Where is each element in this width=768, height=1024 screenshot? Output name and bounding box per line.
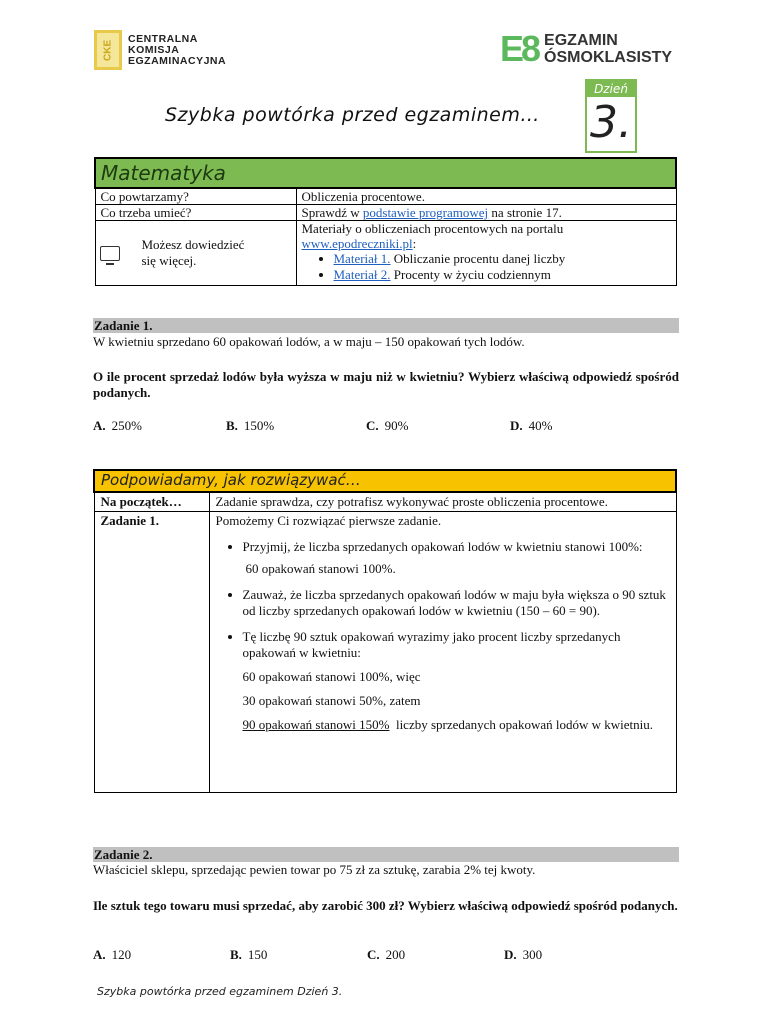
answer-value: 40%: [528, 418, 553, 433]
task1-answers: [93, 418, 679, 436]
day-badge-number: 3.: [590, 97, 632, 148]
e8-logo: [500, 28, 673, 69]
list-item: [334, 267, 671, 283]
e8-logo-text: [544, 32, 672, 66]
task1-question: O ile procent sprzedaż lodów była wyższa w maju niż w kwietniu? Wybierz właściwą odpowiedź spośród podanych.: [93, 369, 679, 400]
hint-task-intro: Pomożemy Ci rozwiązać pierwsze zadanie.: [215, 513, 442, 528]
cke-logo: [94, 30, 226, 70]
row-what-value: Obliczenia procentowe.: [296, 188, 676, 205]
epodreczniki-link[interactable]: www.epodreczniki.pl: [301, 236, 413, 251]
task1-answer-a[interactable]: [93, 418, 142, 434]
hint-steps: [216, 539, 670, 555]
material-1-link[interactable]: Materiał 1.: [333, 251, 391, 266]
list-item: • Zauważ, że liczba sprzedanych opakowań lodów w maju była większa o 90 sztuk od liczby sprzedanych opakowań lodów w kwietniu (150 – 60 = 90).: [243, 587, 670, 619]
row-skills-label: Co trzeba umieć?: [95, 205, 296, 221]
answer-letter: B.: [226, 418, 238, 433]
answer-letter: A.: [93, 947, 106, 962]
hint-start-label: Na początek…: [94, 492, 209, 512]
list-item: [334, 251, 671, 267]
task2-answer-c[interactable]: [367, 947, 405, 963]
hint-step-3-rest: liczby sprzedanych opakowań lodów w kwietniu.: [389, 717, 653, 732]
hint-start-text: Zadanie sprawdza, czy potrafisz wykonywać proste obliczenia procentowe.: [209, 492, 676, 512]
page-title: Szybka powtórka przed egzaminem…: [165, 104, 540, 126]
cke-line-1: CENTRALNA: [128, 32, 198, 45]
list-item: • Przyjmij, że liczba sprzedanych opakowań lodów w kwietniu stanowi 100%:: [243, 539, 670, 555]
task2-answer-a[interactable]: [93, 947, 131, 963]
cke-logo-mark: CKE: [94, 30, 122, 70]
portal-colon: :: [412, 236, 417, 251]
day-badge: [585, 79, 637, 153]
cke-line-2: KOMISJA: [128, 43, 180, 56]
answer-value: 150: [247, 947, 268, 962]
hint-steps-2: [216, 587, 670, 661]
answer-letter: C.: [367, 947, 380, 962]
material-1-text: Obliczanie procentu danej liczby: [390, 251, 566, 266]
answer-letter: D.: [504, 947, 517, 962]
answer-letter: A.: [93, 418, 106, 433]
row-more-value: [296, 221, 676, 286]
math-heading: Matematyka: [95, 158, 676, 188]
page-footer: Szybka powtórka przed egzaminem Dzień 3.: [97, 985, 343, 998]
answer-value: 120: [111, 947, 132, 962]
hint-step-1: 60 opakowań stanowi 100%, więc: [242, 669, 421, 684]
answer-value: 250%: [111, 418, 142, 433]
hint-heading: Podpowiadamy, jak rozwiązywać…: [94, 470, 676, 492]
row-what-label: Co powtarzamy?: [95, 188, 296, 205]
answer-value: 300: [522, 947, 543, 962]
cke-line-3: EGZAMINACYJNA: [128, 54, 227, 67]
core-curriculum-link[interactable]: podstawie programowej: [362, 205, 489, 220]
hint-step-3: [243, 717, 670, 733]
task2-text: Właściciel sklepu, sprzedając pewien towar po 75 zł za sztukę, zarabia 2% tej kwoty.: [93, 862, 536, 877]
row-more-label: Możesz dowiedzieć się więcej.: [141, 237, 245, 268]
hint-table: [93, 469, 677, 793]
e8-line-1: EGZAMIN: [544, 32, 618, 49]
skills-prefix: Sprawdź w: [301, 205, 363, 220]
cke-logo-text: [128, 34, 226, 67]
hint-step-3-underlined: 90 opakowań stanowi 150%: [242, 717, 390, 732]
answer-letter: C.: [366, 418, 379, 433]
hint-task-label: Zadanie 1.: [94, 512, 209, 793]
answer-value: 150%: [243, 418, 275, 433]
e8-logo-mark: E8: [500, 28, 539, 69]
task2-header: Zadanie 2.: [93, 847, 679, 862]
answer-value: 90%: [384, 418, 409, 433]
material-2-link[interactable]: Materiał 2.: [333, 267, 391, 282]
row-more-label-cell: [95, 221, 296, 286]
materials-list: [302, 251, 671, 283]
task2-answer-d[interactable]: [504, 947, 542, 963]
task2-answer-b[interactable]: [230, 947, 267, 963]
row-skills-value: [296, 205, 676, 221]
task2-question: Ile sztuk tego towaru musi sprzedać, aby zarobić 300 zł? Wybierz właściwą odpowiedź spośród podanych.: [93, 898, 678, 913]
task1-answer-b[interactable]: [226, 418, 274, 434]
skills-suffix: na stronie 17.: [488, 205, 562, 220]
hint-step-2: 30 opakowań stanowi 50%, zatem: [242, 693, 421, 708]
answer-letter: D.: [510, 418, 523, 433]
task2-answers: [93, 947, 679, 965]
monitor-icon: [100, 246, 120, 261]
e8-line-2: ÓSMOKLASISTY: [544, 49, 673, 66]
list-item: • Tę liczbę 90 sztuk opakowań wyrazimy jako procent liczby sprzedanych opakowań w kwietniu:: [243, 629, 670, 661]
task1-text: W kwietniu sprzedano 60 opakowań lodów, a w maju – 150 opakowań tych lodów.: [93, 334, 525, 349]
task1-answer-c[interactable]: [366, 418, 408, 434]
day-badge-label: Dzień: [587, 81, 635, 97]
answer-letter: B.: [230, 947, 242, 962]
hint-bullet1-note: 60 opakowań stanowi 100%.: [245, 561, 396, 576]
math-table: [94, 157, 677, 286]
material-2-text: Procenty w życiu codziennym: [390, 267, 551, 282]
materials-intro: Materiały o obliczeniach procentowych na portalu: [301, 221, 564, 236]
hint-task-content: [209, 512, 676, 793]
task1-header: Zadanie 1.: [93, 318, 679, 333]
answer-value: 200: [385, 947, 406, 962]
task1-answer-d[interactable]: [510, 418, 552, 434]
